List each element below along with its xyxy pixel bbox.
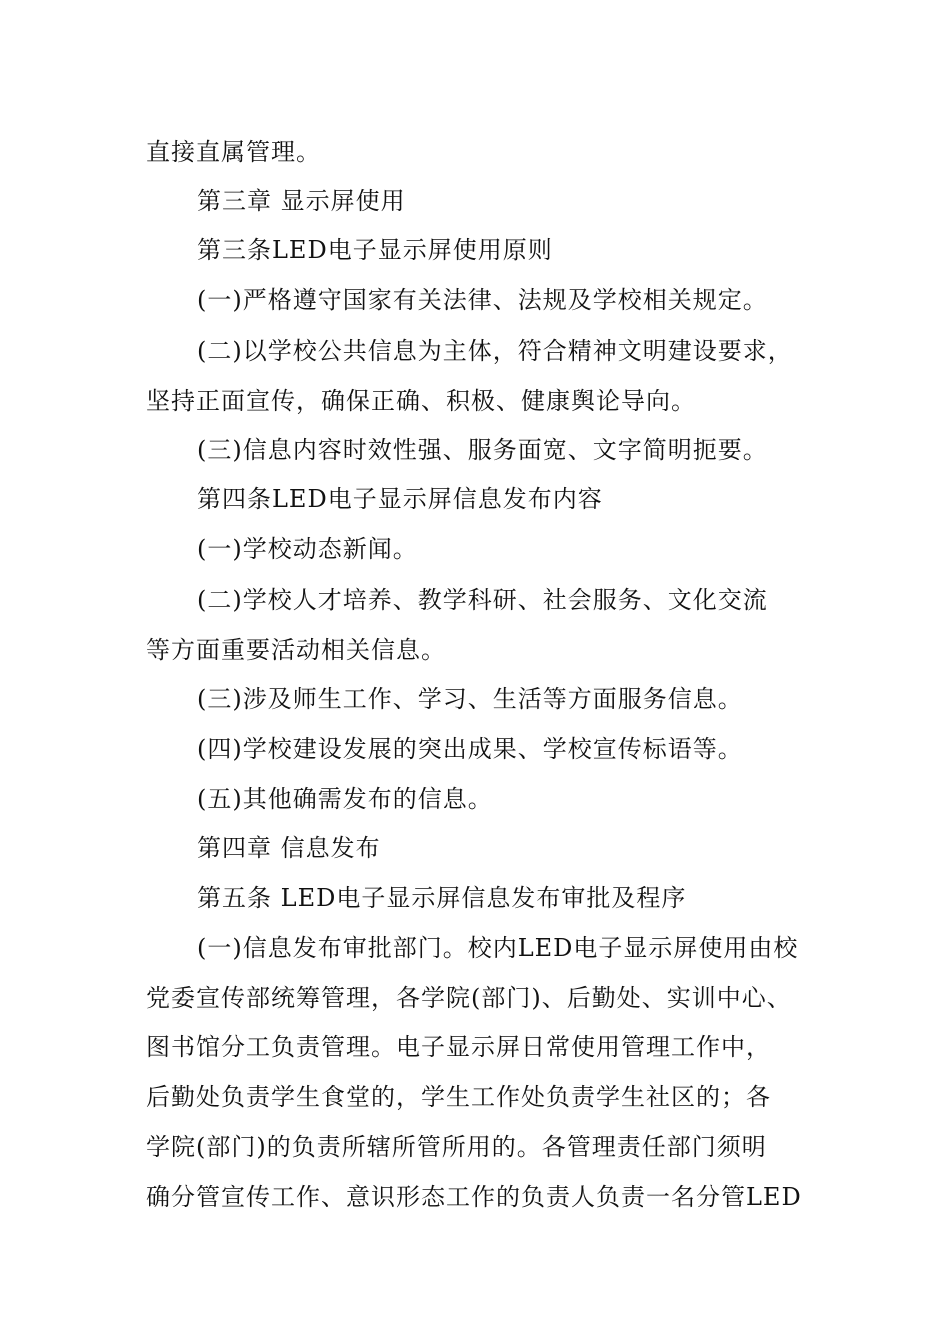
article-heading: 第五条 LED电子显示屏信息发布审批及程序 [197, 884, 687, 912]
text-line: 学院(部门)的负责所辖所管所用的。各管理责任部门须明 [146, 1133, 767, 1161]
text-line: (一)严格遵守国家有关法律、法规及学校相关规定。 [197, 286, 768, 314]
text-line: (五)其他确需发布的信息。 [197, 785, 493, 813]
text-line: 图书馆分工负责管理。电子显示屏日常使用管理工作中， [146, 1033, 771, 1061]
text-line: (三)涉及师生工作、学习、生活等方面服务信息。 [197, 685, 743, 713]
text-line: 确分管宣传工作、意识形态工作的负责人负责一名分管LED [146, 1183, 802, 1211]
text-line: (三)信息内容时效性强、服务面宽、文字简明扼要。 [197, 436, 768, 464]
text-line: 后勤处负责学生食堂的，学生工作处负责学生社区的；各 [146, 1083, 771, 1111]
chapter-heading: 第四章 信息发布 [197, 834, 381, 862]
article-heading: 第三条LED电子显示屏使用原则 [197, 236, 553, 264]
text-line: (二)以学校公共信息为主体，符合精神文明建设要求， [197, 337, 793, 365]
text-line: (二)学校人才培养、教学科研、社会服务、文化交流 [197, 586, 768, 614]
text-line: 直接直属管理。 [146, 138, 321, 166]
text-line: 等方面重要活动相关信息。 [146, 636, 446, 664]
text-line: (一)信息发布审批部门。校内LED电子显示屏使用由校 [197, 934, 799, 962]
text-line: (一)学校动态新闻。 [197, 535, 418, 563]
text-line: 坚持正面宣传，确保正确、积极、健康舆论导向。 [146, 387, 696, 415]
text-line: 党委宣传部统筹管理，各学院(部门)、后勤处、实训中心、 [146, 984, 792, 1012]
article-heading: 第四条LED电子显示屏信息发布内容 [197, 485, 603, 513]
chapter-heading: 第三章 显示屏使用 [197, 187, 406, 215]
text-line: (四)学校建设发展的突出成果、学校宣传标语等。 [197, 735, 743, 763]
